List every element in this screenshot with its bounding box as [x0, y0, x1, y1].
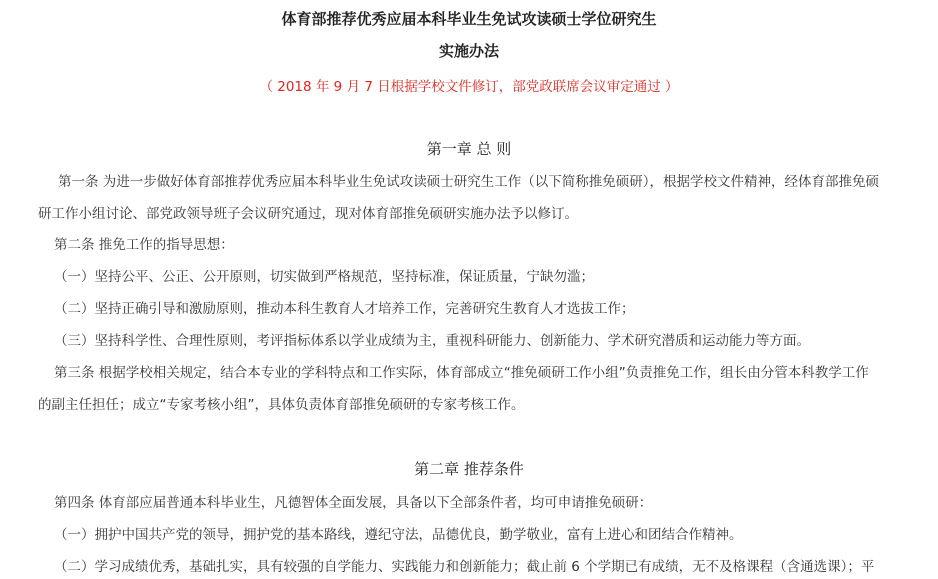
article-2-item-1: （一）坚持公平、公正、公开原则，切实做到严格规范，坚持标准，保证质量，宁缺勿滥；: [54, 269, 594, 285]
article-2: 第二条 推免工作的指导思想：: [54, 237, 234, 253]
article-3-line-2: 的副主任担任；成立“专家考核小组”，具体负责体育部推免硕研的专家考核工作。: [38, 397, 525, 413]
article-1-line-1: 第一条 为进一步做好体育部推荐优秀应届本科毕业生免试攻读硕士研究生工作（以下简称推免硕研），根据学校文件精神，经体育部推免硕: [58, 174, 880, 190]
article-4-item-2: （二）学习成绩优秀，基础扎实，具有较强的自学能力、实践能力和创新能力；截止前 6 个学期已有成绩，无不及格课程（含通选课）；平: [54, 559, 875, 575]
article-2-item-2: （二）坚持正确引导和激励原则，推动本科生教育人才培养工作，完善研究生教育人才选拔工作；: [54, 301, 635, 317]
document-title: 体育部推荐优秀应届本科毕业生免试攻读硕士学位研究生: [281, 10, 657, 28]
article-4: 第四条 体育部应届普通本科毕业生，凡德智体全面发展，具备以下全部条件者，均可申请推免硕研：: [54, 495, 653, 511]
document-subtitle: 实施办法: [438, 42, 499, 60]
article-3-line-1: 第三条 根据学校相关规定，结合本专业的学科特点和工作实际，体育部成立“推免硕研工作小组”负责推免工作，组长由分管本科教学工作: [54, 365, 869, 381]
revision-note: （ 2018 年 9 月 7 日根据学校文件修订，部党政联席会议审定通过 ）: [259, 79, 679, 95]
article-2-item-3: （三）坚持科学性、合理性原则，考评指标体系以学业成绩为主，重视科研能力、创新能力、学术研究潜质和运动能力等方面。: [54, 333, 810, 349]
article-4-item-1: （一）拥护中国共产党的领导，拥护党的基本路线，遵纪守法，品德优良，勤学敬业，富有上进心和团结合作精神。: [54, 527, 743, 543]
chapter-2-heading: 第二章 推荐条件: [414, 460, 524, 478]
article-1-line-2: 研工作小组讨论、部党政领导班子会议研究通过，现对体育部推免硕研实施办法予以修订。: [38, 206, 578, 222]
chapter-1-heading: 第一章 总 则: [426, 140, 512, 158]
